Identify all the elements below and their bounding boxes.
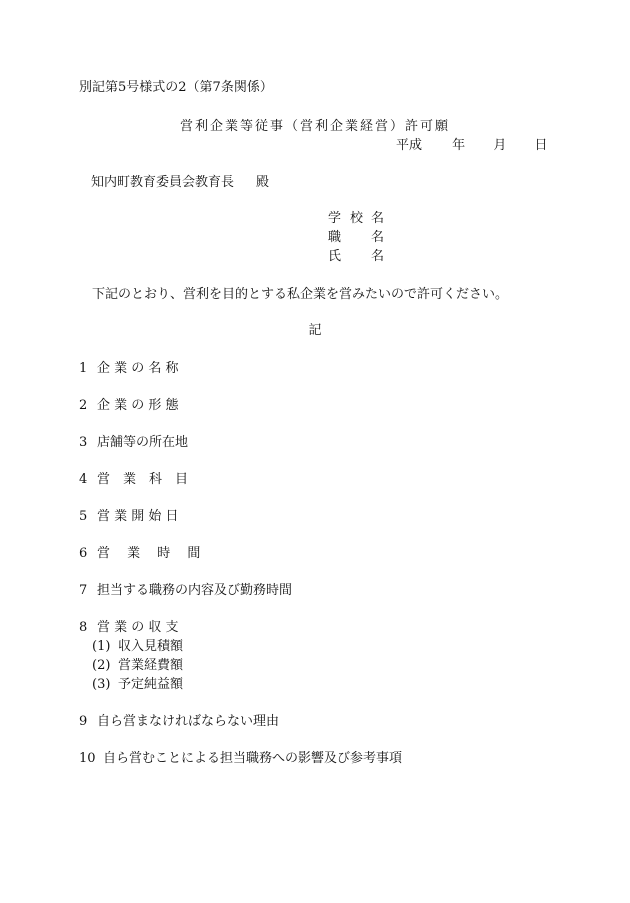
item-number: 3 xyxy=(79,435,88,450)
item-number: 7 xyxy=(79,583,88,598)
item-label: 企 業 の 形 態 xyxy=(97,398,179,413)
list-item xyxy=(79,583,292,599)
date-day: 日 xyxy=(534,138,548,153)
item-number: 4 xyxy=(79,472,88,487)
addressee-honorific: 殿 xyxy=(256,175,270,190)
item-number: 10 xyxy=(79,751,96,766)
sub-item-number: (3) xyxy=(92,677,111,692)
sub-item-number: (1) xyxy=(92,639,111,654)
sub-item-label: 予定純益額 xyxy=(118,677,184,692)
date-line xyxy=(396,138,547,154)
ki-heading: 記 xyxy=(308,323,322,338)
item-number: 9 xyxy=(79,714,88,729)
addressee xyxy=(91,175,269,191)
item-label: 自ら営むことによる担当職務への影響及び参考事項 xyxy=(103,751,403,766)
label-char: 氏 xyxy=(328,249,342,264)
list-item xyxy=(79,751,402,767)
list-item xyxy=(79,620,179,636)
sub-list-item xyxy=(92,639,183,655)
label-char: 学 xyxy=(328,211,342,226)
list-item xyxy=(79,361,179,377)
item-number: 1 xyxy=(79,361,88,376)
item-number: 6 xyxy=(79,546,88,561)
item-number: 2 xyxy=(79,398,88,413)
sub-item-number: (2) xyxy=(92,658,111,673)
item-number: 8 xyxy=(79,620,88,635)
list-item xyxy=(79,714,279,730)
item-label: 企 業 の 名 称 xyxy=(97,361,179,376)
label-char: 職 xyxy=(328,230,342,245)
item-label: 店舗等の所在地 xyxy=(97,435,189,450)
item-label: 営 業 時 間 xyxy=(97,546,201,561)
item-label: 営 業 開 始 日 xyxy=(97,509,179,524)
request-text: 下記のとおり、営利を目的とする私企業を営みたいので許可ください。 xyxy=(92,287,509,302)
sub-item-label: 営業経費額 xyxy=(118,658,184,673)
date-era: 平成 xyxy=(396,138,423,153)
date-month: 月 xyxy=(493,138,507,153)
sub-item-label: 収入見積額 xyxy=(118,639,184,654)
form-reference: 別記第5号様式の2（第7条関係） xyxy=(79,80,273,95)
item-label: 営 業 の 収 支 xyxy=(97,620,179,635)
sub-list-item xyxy=(92,658,183,674)
item-number: 5 xyxy=(79,509,88,524)
item-label: 担当する職務の内容及び勤務時間 xyxy=(97,583,293,598)
addressee-name: 知内町教育委員会教育長 xyxy=(91,175,235,190)
list-item xyxy=(79,546,200,562)
item-label: 自ら営まなければならない理由 xyxy=(97,714,280,729)
label-char: 名 xyxy=(371,249,385,264)
document-title: 営利企業等従事（営利企業経営）許可願 xyxy=(179,119,450,134)
list-item xyxy=(79,398,179,414)
date-year: 年 xyxy=(452,138,466,153)
label-char: 名 xyxy=(371,230,385,245)
sub-list-item xyxy=(92,677,183,693)
label-char: 校 xyxy=(350,211,364,226)
list-item xyxy=(79,435,188,451)
list-item xyxy=(79,472,188,488)
label-char: 名 xyxy=(371,211,385,226)
list-item xyxy=(79,509,179,525)
item-label: 営 業 科 目 xyxy=(97,472,189,487)
